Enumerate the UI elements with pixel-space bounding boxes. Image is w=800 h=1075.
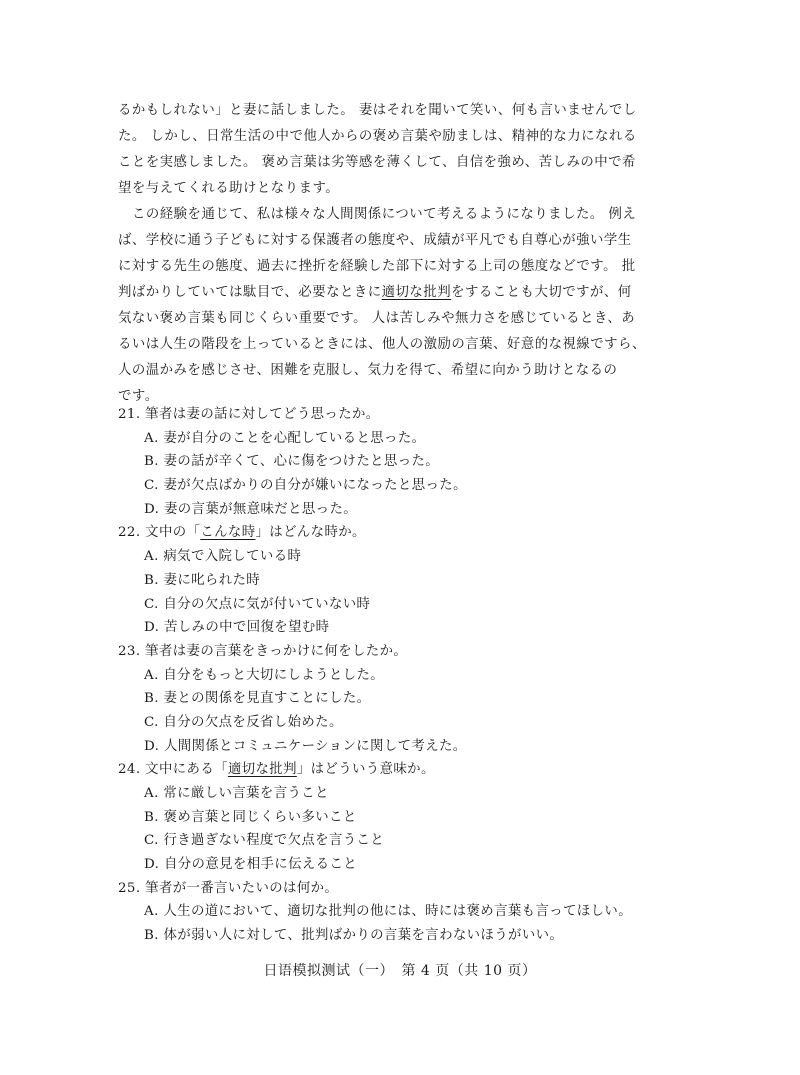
- passage-line: るかもしれない」と妻に話しました。 妻はそれを聞いて笑い、何も言いませんでし: [118, 103, 637, 118]
- stem-text: 」はどんな時か。: [255, 525, 366, 541]
- underlined-phrase: 適切な批判: [381, 285, 452, 300]
- answer-option: D. 妻の言葉が無意味だと思った。: [144, 501, 358, 517]
- answer-option: B. 妻の話が辛くて、心に傷をつけたと思った。: [144, 454, 440, 470]
- answer-option: D. 自分の意見を相手に伝えること: [144, 857, 358, 873]
- passage-line: [118, 280, 690, 306]
- question-stem: [118, 521, 690, 545]
- stem-text: 22. 文中の「: [118, 525, 201, 541]
- page-footer: 日语模拟测试（一） 第 4 页（共 10 页）: [263, 963, 537, 979]
- answer-option: A. 病気で入院している時: [144, 549, 302, 565]
- passage-line: に対する先生の態度、過去に挫折を経験した部下に対する上司の態度などです。 批: [118, 259, 636, 274]
- stem-text: 」はどういう意味か。: [296, 762, 435, 778]
- answer-option: C. 自分の欠点を反省し始めた。: [144, 714, 343, 730]
- passage-line: ことを実感しました。 褒め言葉は劣等感を薄くして、自信を強め、苦しみの中で希: [118, 155, 636, 170]
- answer-option: C. 行き過ぎない程度で欠点を言うこと: [144, 833, 385, 849]
- question-stem: 21. 筆者は妻の話に対してどう思ったか。: [118, 407, 380, 422]
- passage-line: この経験を通じて、私は様々な人間関係について考えるようになりました。 例え: [132, 207, 637, 222]
- question-stem: 23. 筆者は妻の言葉をきっかけに何をしたか。: [118, 643, 408, 659]
- reading-passage: [118, 98, 690, 410]
- stem-text: 24. 文中にある「: [118, 762, 228, 778]
- underlined-phrase: 適切な批判: [227, 762, 297, 778]
- answer-option: B. 体が弱い人に対して、批判ばかりの言葉を言わないほうがいい。: [144, 928, 564, 944]
- answer-option: B. 褒め言葉と同じくらい多いこと: [144, 809, 357, 825]
- answer-option: B. 妻に叱られた時: [144, 572, 261, 588]
- passage-text: 判ばかりしていては駄目で、必要なときに: [118, 285, 382, 300]
- answer-option: D. 人間関係とコミュニケーションに関して考えた。: [144, 738, 467, 754]
- passage-line: 気ない褒め言葉も同じくらい重要です。 人は苦しみや無力さを感じているとき、あ: [118, 311, 636, 326]
- passage-line: た。 しかし、日常生活の中で他人からの褒め言葉や励ましは、精神的な力になれる: [118, 129, 637, 144]
- passage-text: をすることも大切ですが、何: [451, 285, 632, 300]
- answer-option: A. 常に厳しい言葉を言うこと: [144, 786, 329, 801]
- passage-line: です。: [118, 389, 159, 404]
- answer-option: B. 妻との関係を見直すことにした。: [144, 691, 371, 707]
- answer-option: C. 自分の欠点に気が付いていない時: [144, 596, 371, 612]
- question-stem: 25. 筆者が一番言いたいのは何か。: [118, 880, 339, 896]
- question-list: [118, 403, 690, 948]
- question-stem: [118, 758, 690, 782]
- answer-option: A. 妻が自分のことを心配していると思った。: [144, 430, 426, 446]
- passage-line: 人の温かみを感じさせ、困難を克服し、気力を得て、希望に向かう助けとなるの: [118, 363, 618, 378]
- passage-line: るいは人生の階段を上っているときには、他人の激励の言葉、好意的な視線ですら、: [118, 337, 646, 352]
- answer-option: A. 人生の道において、適切な批判の他には、時には褒め言葉も言ってほしい。: [144, 904, 632, 920]
- answer-option: C. 妻が欠点ばかりの自分が嫌いになったと思った。: [144, 478, 467, 494]
- passage-line: ば、学校に通う子どもに対する保護者の態度や、成績が平凡でも自尊心が強い学生: [118, 233, 632, 248]
- passage-line: 望を与えてくれる助けとなります。: [118, 181, 340, 196]
- answer-option: A. 自分をもっと大切にしようとした。: [144, 667, 385, 683]
- underlined-phrase: こんな時: [200, 525, 256, 541]
- answer-option: D. 苦しみの中で回復を望む時: [144, 620, 330, 636]
